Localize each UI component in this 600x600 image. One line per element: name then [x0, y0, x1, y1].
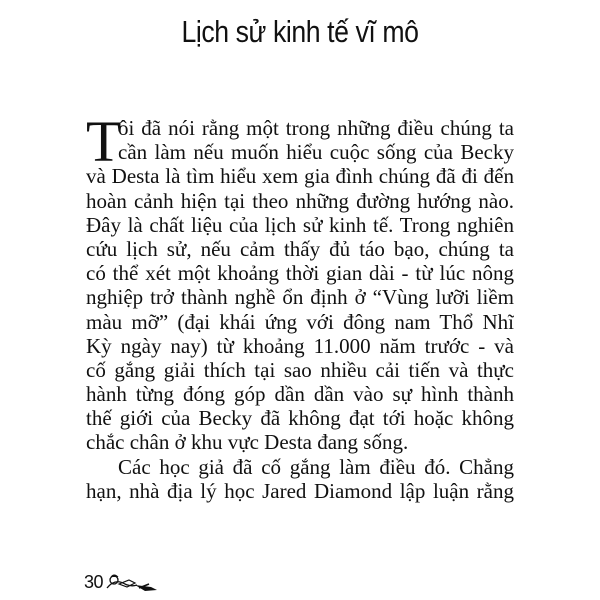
body-text	[86, 109, 514, 503]
text-line: có thể xét một khoảng thời gian dài - từ lúc nông	[86, 261, 514, 286]
text-line: Kỳ ngày nay) từ khoảng 11.000 năm trước - và	[86, 333, 514, 358]
reclining-reader-icon	[105, 570, 159, 594]
text-line: chắc chân ở khu vực Desta đang sống.	[86, 430, 409, 455]
drop-cap: T	[86, 109, 122, 174]
text-line: cứu lịch sử, nếu cảm thấy đủ táo bạo, chúng ta	[86, 236, 514, 261]
text-line: cần làm nếu muốn hiểu cuộc sống của Becky	[118, 140, 514, 165]
text-line: thế giới của Becky đã không đạt tới hoặc không	[86, 406, 514, 431]
text-line: nghiệp trở thành nghề ổn định ở “Vùng lưỡi liềm	[86, 285, 514, 310]
text-line: Các học giả đã cố gắng làm điều đó. Chẳng	[118, 454, 514, 479]
text-line: hạn, nhà địa lý học Jared Diamond lập luận rằng	[86, 478, 514, 503]
page-number: 30	[84, 571, 104, 592]
text-line: ôi đã nói rằng một trong những điều chúng ta	[118, 116, 514, 140]
text-line: hành từng đóng góp dần dần vào sự hình thành	[86, 382, 514, 407]
text-line: màu mỡ” (đại khái ứng với đông nam Thổ Nhĩ	[86, 309, 514, 334]
chapter-title: Lịch sử kinh tế vĩ mô	[181, 14, 419, 49]
text-line: cố gắng giải thích tại sao nhiều cải tiến và thực	[86, 357, 514, 382]
text-line: và Desta là tìm hiểu xem gia đình chúng đã đi đến	[86, 164, 514, 189]
paragraph-1	[86, 109, 514, 455]
text-line: Đây là chất liệu của lịch sử kinh tế. Trong nghiên	[86, 212, 514, 237]
text-line: hoàn cảnh hiện tại theo những đường hướng nào.	[86, 188, 514, 213]
paragraph-2	[86, 455, 514, 503]
page-footer	[84, 568, 159, 596]
